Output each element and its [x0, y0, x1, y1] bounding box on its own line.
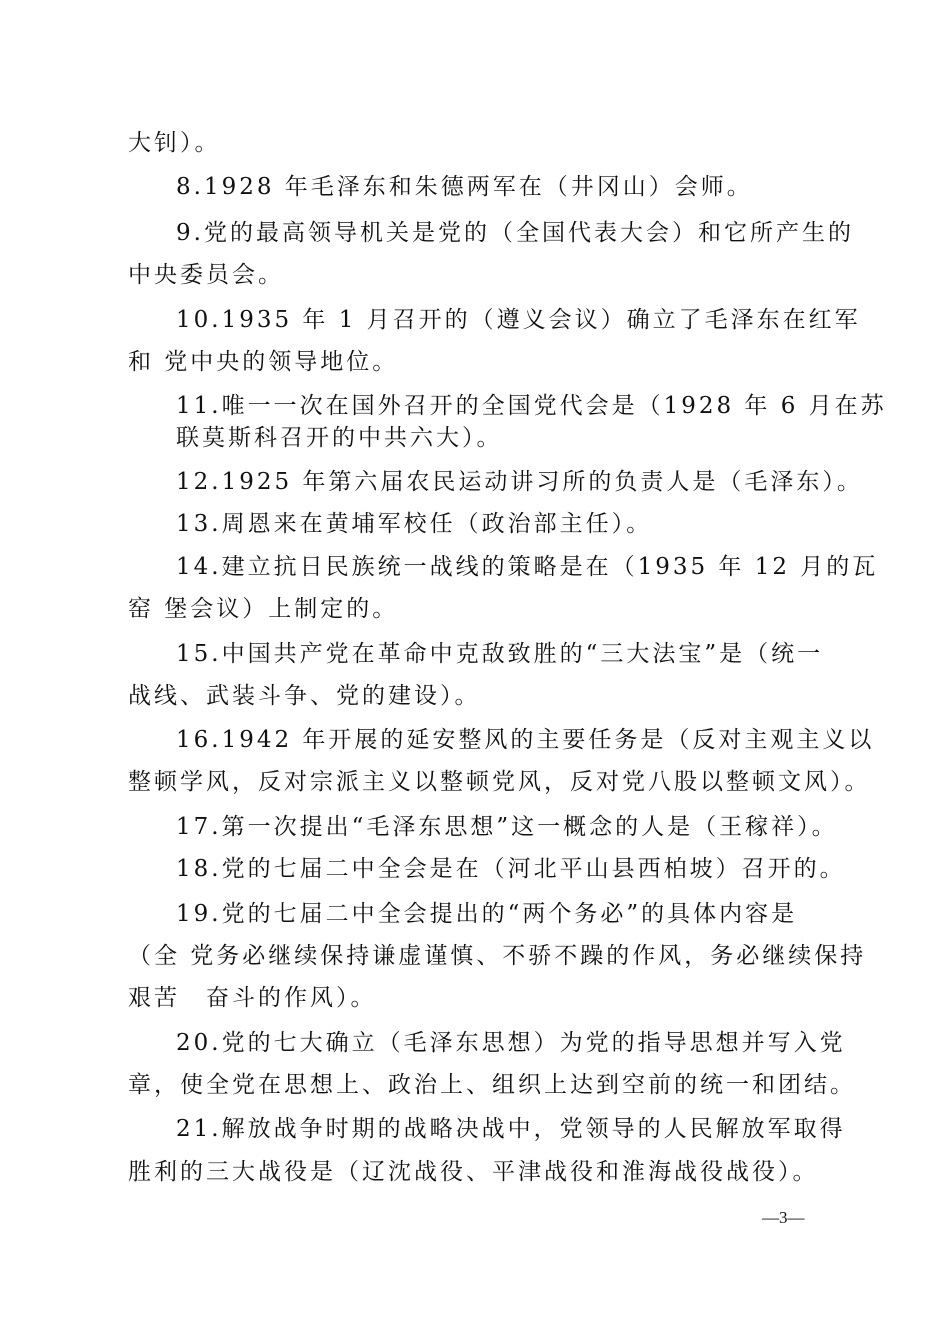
text-line: 和 党中央的领导地位。 [128, 349, 399, 375]
text-line: 胜利的三大战役是（辽沈战役、平津战役和淮海战役战役）。 [128, 1159, 819, 1185]
text-line: 章，使全党在思想上、政治上、组织上达到空前的统一和团结。 [128, 1072, 856, 1098]
text-line: 11.唯一一次在国外召开的全国党代会是（1928 年 6 月在苏 [176, 393, 887, 419]
text-line: 13.周恩来在黄埔军校任（政治部主任）。 [176, 511, 653, 537]
text-line: 20.党的七大确立（毛泽东思想）为党的指导思想并写入党 [176, 1030, 846, 1056]
text-line: 18.党的七届二中全会是在（河北平山县西柏坡）召开的。 [176, 856, 846, 882]
text-line: 12.1925 年第六届农民运动讲习所的负责人是（毛泽东）。 [176, 469, 863, 495]
text-line: 整顿学风，反对宗派主义以整顿党风，反对党八股以整顿文风）。 [128, 769, 871, 795]
text-line: 中央委员会。 [128, 262, 284, 288]
text-line: 窑 堡会议）上制定的。 [128, 596, 399, 622]
text-line: 9.党的最高领导机关是党的（全国代表大会）和它所产生的 [176, 220, 854, 246]
text-line: 16.1942 年开展的延安整风的主要任务是（反对主观主义以 [176, 727, 875, 753]
text-line: 21.解放战争时期的战略决战中，党领导的人民解放军取得 [176, 1116, 846, 1142]
text-line: 8.1928 年毛泽东和朱德两军在（井冈山）会师。 [176, 174, 753, 200]
text-line: 14.建立抗日民族统一战线的策略是在（1935 年 12 月的瓦 [176, 554, 879, 580]
text-line: （全 党务必继续保持谦虚谨慎、不骄不躁的作风，务必继续保持 [128, 943, 867, 969]
text-line: 战线、武装斗争、党的建设）。 [128, 683, 481, 709]
text-line: 19.党的七届二中全会提出的“两个务必”的具体内容是 [176, 901, 798, 927]
text-line: 17.第一次提出“毛泽东思想”这一概念的人是（王稼祥）。 [176, 814, 838, 840]
text-line: 大钊）。 [128, 130, 221, 156]
text-line: 联莫斯科召开的中共六大）。 [176, 425, 503, 451]
text-line: 10.1935 年 1 月召开的（遵义会议）确立了毛泽东在红军 [176, 307, 861, 333]
page-number: —3— [762, 1208, 805, 1227]
text-line: 15.中国共产党在革命中克敌致胜的“三大法宝”是（统一 [176, 641, 824, 667]
text-line: 艰苦 奋斗的作风）。 [128, 985, 377, 1011]
